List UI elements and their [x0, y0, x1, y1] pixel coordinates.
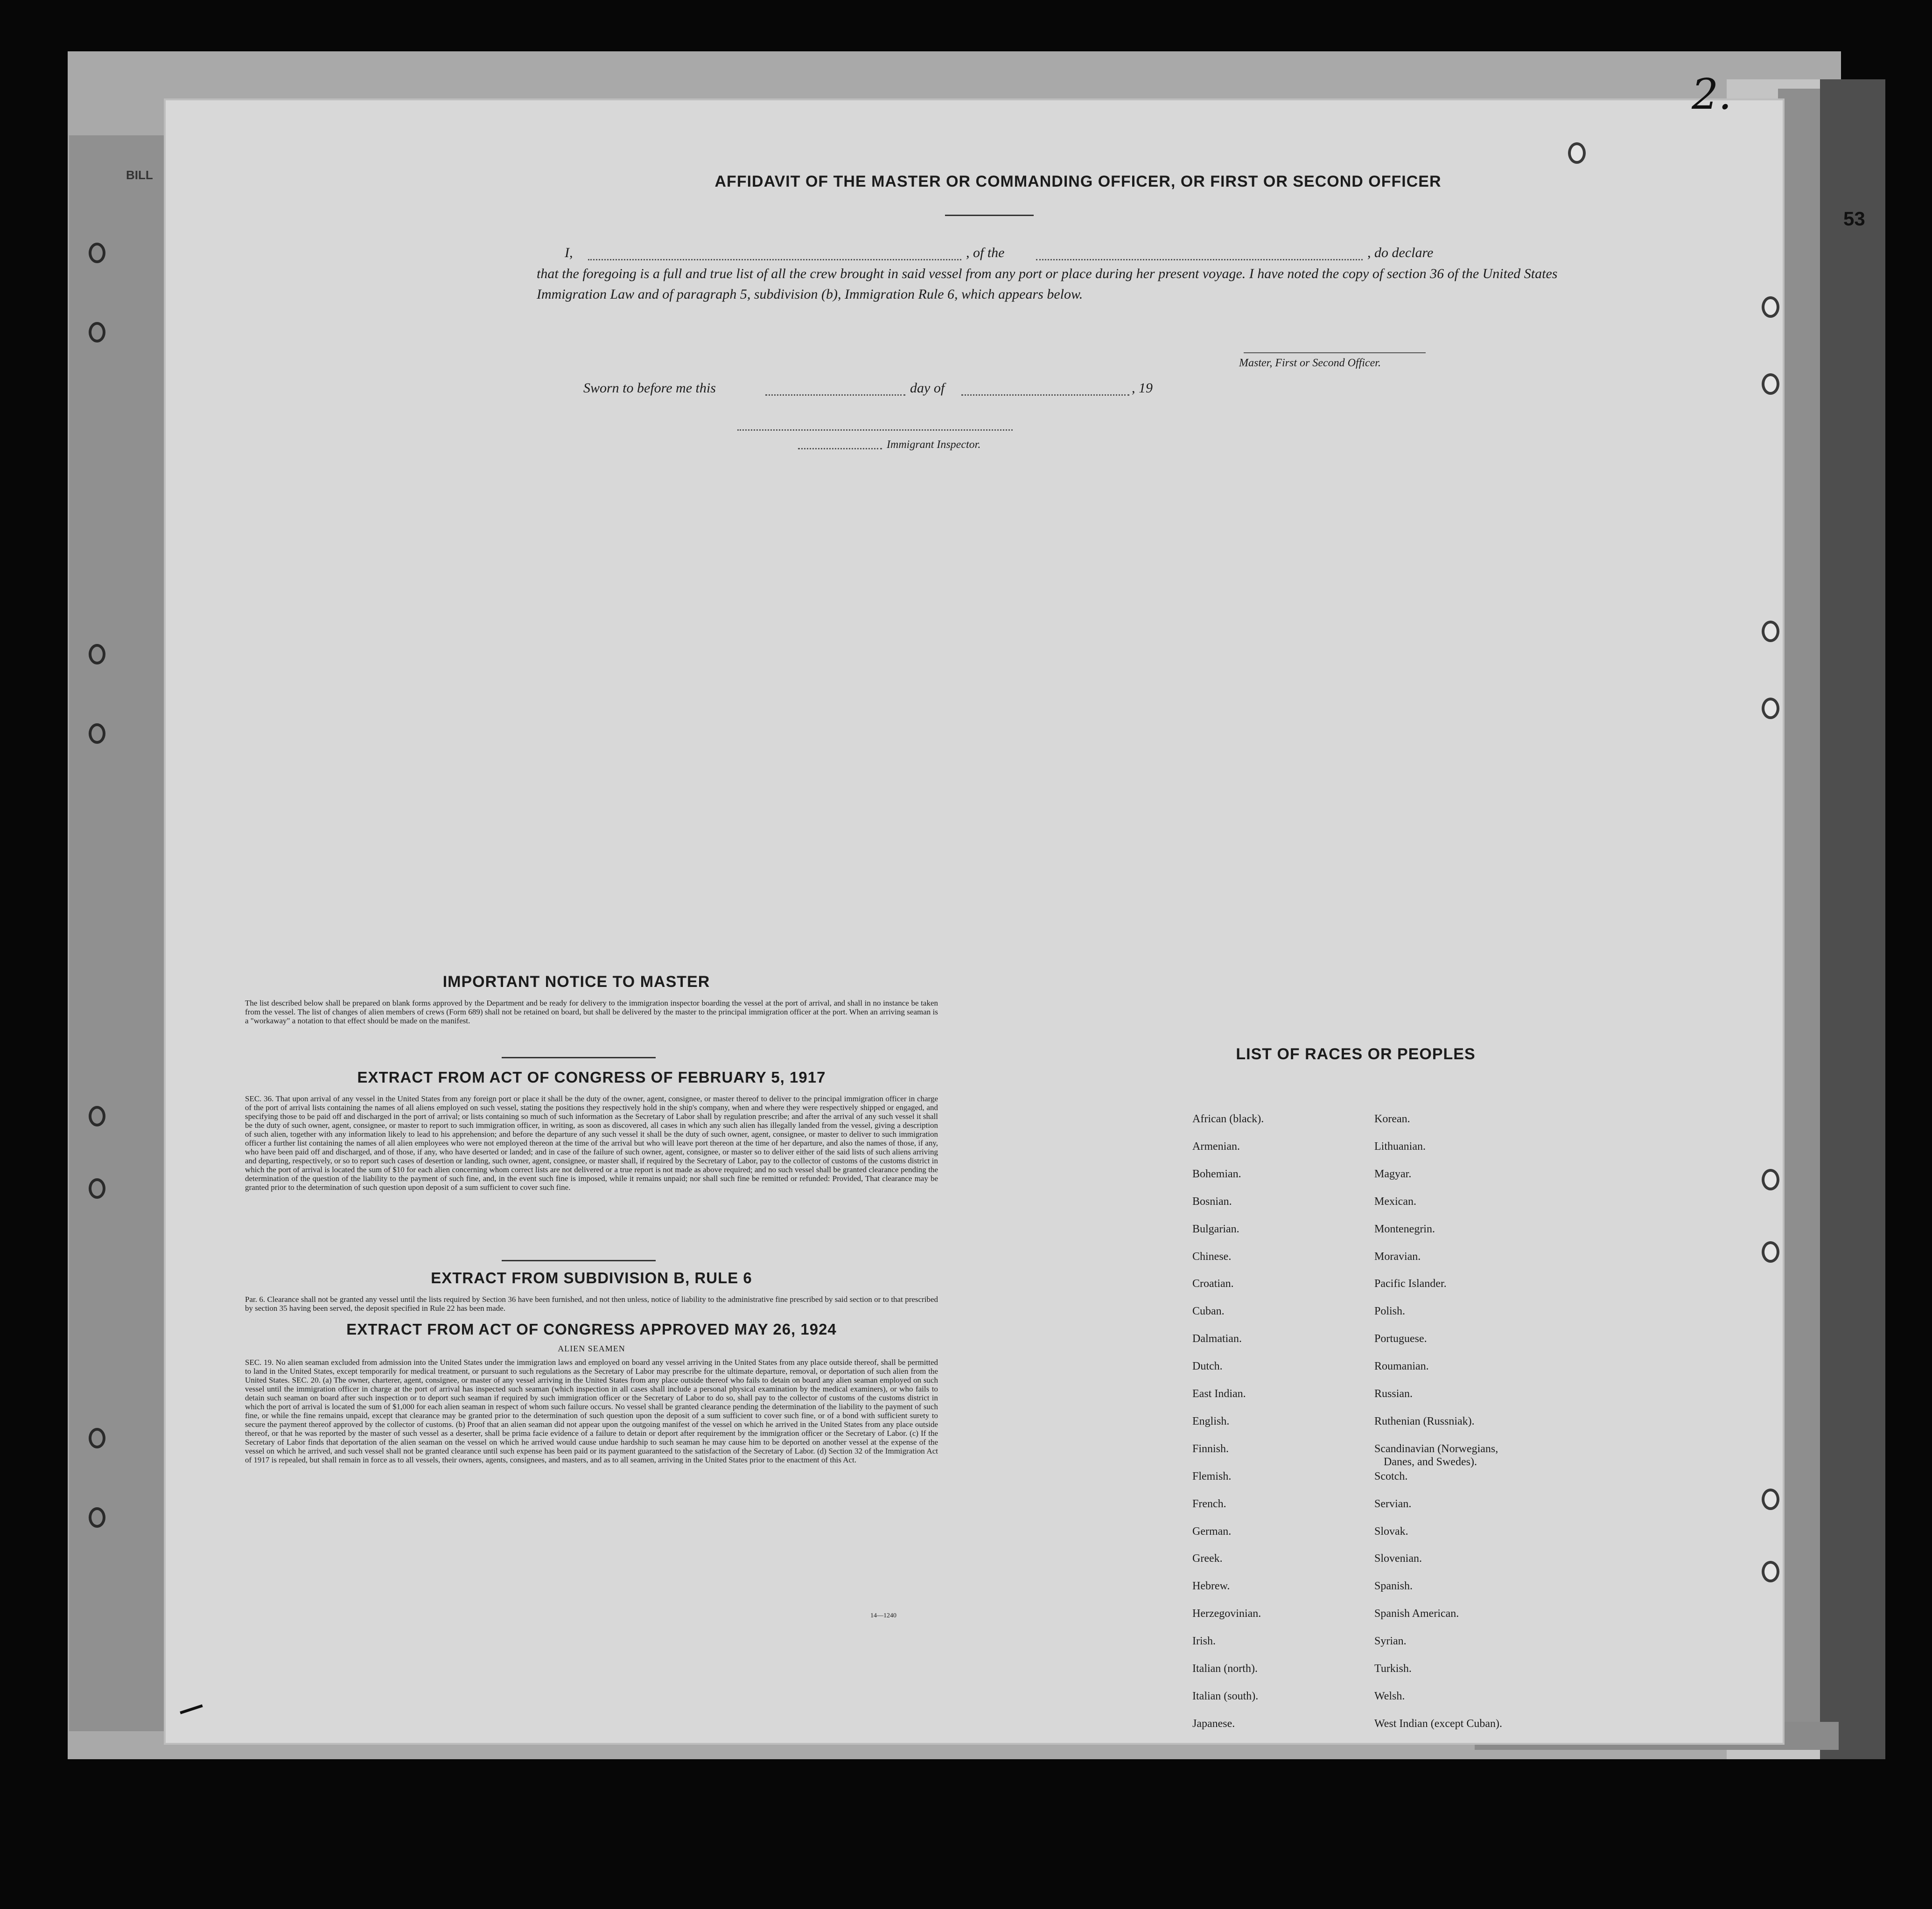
- race-item: West Indian (except Cuban).: [1374, 1717, 1502, 1730]
- extract-1924-title: EXTRACT FROM ACT OF CONGRESS APPROVED MAY 26, 1924: [346, 1321, 837, 1338]
- race-item: Slovak.: [1374, 1525, 1408, 1538]
- notice-text: The list described below shall be prepared on blank forms approved by the Department and be ready for delivery to the immigration inspector boarding the vessel at the port of arrival, and shall in no instance be taken from the vessel. The list of changes of alien members of crews (Form 689) shall not be retained on board, but shall be delivered by the master to the principal immigration officer at the port. When an arriving seaman is a "workaway" a notation to that effect should be made on the manifest.: [245, 999, 938, 1025]
- punch-hole: [89, 723, 105, 744]
- race-item: Hebrew.: [1192, 1580, 1230, 1593]
- race-item: Portuguese.: [1374, 1333, 1427, 1345]
- race-item: Spanish American.: [1374, 1608, 1459, 1620]
- sworn-label: Sworn to before me this: [583, 380, 716, 396]
- inspector-label: Immigrant Inspector.: [887, 439, 981, 451]
- vessel-name-field[interactable]: [1036, 259, 1363, 260]
- races-title: LIST OF RACES OR PEOPLES: [1236, 1045, 1476, 1063]
- right-edge-number: 53: [1843, 208, 1865, 230]
- race-item: Croatian.: [1192, 1278, 1234, 1290]
- race-item: Finnish.: [1192, 1442, 1229, 1455]
- race-item: Pacific Islander.: [1374, 1278, 1447, 1290]
- declarant-name-field[interactable]: [588, 259, 961, 260]
- inspector-signature-line[interactable]: [737, 429, 1013, 431]
- race-item: Bulgarian.: [1192, 1223, 1239, 1235]
- race-item: Welsh.: [1374, 1690, 1405, 1702]
- race-item: German.: [1192, 1525, 1232, 1538]
- race-item: Scotch.: [1374, 1470, 1408, 1482]
- punch-hole: [1762, 373, 1779, 395]
- punch-hole: [1762, 698, 1779, 719]
- punch-hole: [89, 243, 105, 263]
- race-item: Bosnian.: [1192, 1195, 1232, 1208]
- punch-hole: [89, 1106, 105, 1126]
- race-item: Montenegrin.: [1374, 1223, 1435, 1235]
- punch-hole: [1568, 142, 1586, 164]
- race-item: Irish.: [1192, 1635, 1216, 1648]
- punch-hole: [89, 1178, 105, 1199]
- punch-hole: [89, 1428, 105, 1448]
- pen-mark: [180, 1704, 203, 1714]
- race-item: Armenian.: [1192, 1140, 1240, 1153]
- punch-hole: [1762, 1169, 1779, 1190]
- extract-rule6-title: EXTRACT FROM SUBDIVISION B, RULE 6: [431, 1269, 752, 1287]
- extract-1924-text: SEC. 19. No alien seaman excluded from admission into the United States under the immigration laws and employed on board any vessel arriving in the United States from any place outside thereof, shall be permitted to land in the United States, except temporarily for medical treatment, or pursuant to such regulations as the Secretary of Labor may prescribe for the ultimate departure, removal, or deportation of such alien from the United States. SEC. 20. (a) The owner, charterer, agent, consignee, or master of any vessel arriving in the United States from any place outside thereof who fails to detain on board any alien seaman employed on such vessel until the immigration officer in charge at the port of arrival has inspected such seaman (which inspection in all cases shall include a personal physical examination by the medical examiners), or who fails to detain such seaman on board after such inspection or to deport such seaman if required by such immigration officer or the Secretary of Labor to do so, shall pay to the collector of customs of the customs district in which the port of arrival is located the sum of $1,000 for each alien seaman in respect of whom such failure occurs. No vessel shall be granted clearance pending the determination of the liability to the payment of such fine, or while the fine remains unpaid, except that clearance may be granted prior to the determination of such question upon the deposit of a sum sufficient to cover such fine, or of a bond with sufficient surety to secure the payment thereof approved by the collector of customs. (b) Proof that an alien seaman did not appear upon the outgoing manifest of the vessel on which he arrived in the United States from any place outside thereof, or that he was reported by the master of such vessel as a deserter, shall be prima facie evidence of a failure to detain or deport after requirement by the immigration officer or the Secretary of Labor. (c) If the Secretary of Labor finds that deportation of the alien seaman on the vessel on which he arrived would cause undue hardship to such seaman he may cause him to be deported on another vessel at the expense of the vessel on which he arrived, and such vessel shall not be granted clearance until such expense has been paid or its payment guaranteed to the satisfaction of the Secretary of Labor. (d) Section 32 of the Immigration Act of 1917 is repealed, but shall remain in force as to all vessels, their owners, agents, consignees, and masters, and as to all seamen, arriving in the United States prior to the enactment of this Act.: [245, 1358, 938, 1464]
- race-item: Servian.: [1374, 1497, 1412, 1510]
- punch-hole: [1762, 1241, 1779, 1263]
- extract-1917-text: SEC. 36. That upon arrival of any vessel in the United States from any foreign port or place it shall be the duty of the owner, agent, consignee, or master thereof to deliver to the principal immigration officer in charge of the port of arrival lists containing the names of all aliens employed on such vessel, stating the positions they respectively hold in the ship's company, when and where they were respectively shipped or engaged, and specifying those to be paid off and discharged in the port of arrival; or lists containing so much of such information as the Secretary of Labor shall by regulation prescribe; and after the arrival of any such vessel it shall be the duty of such owner, agent, consignee, or master to report to such immigration officer, in writing, as soon as discovered, all cases in which any such alien has illegally landed from the vessel, giving a description of such alien, together with any information likely to lead to his apprehension; and before the departure of any such vessel it shall be the duty of such owner, agent, consignee, or master to deliver to such immigration officer a further list containing the names of all alien employees who were not employed thereon at the time of the arrival but who will leave port thereon at the time of her departure, and also the names of those, if any, who have been paid off and discharged, and of those, if any, who have deserted or landed; and in case of the failure of such owner, agent, consignee, or master so to deliver either of the said lists of such aliens arriving and departing, respectively, or so to report such cases of desertion or landing, such owner, agent, consignee, or master shall, if required by the Secretary of Labor, pay to the collector of customs of the customs district in which the port of arrival is located the sum of $10 for each alien concerning whom correct lists are not delivered or a true report is not made as above required; and no such vessel shall be granted clearance pending the determination of the question of the liability to the payment of such fine, and, in the event such fine is imposed, while it remains unpaid; nor shall such fine be remitted or refunded: Provided, That clearance may be granted prior to the determination of such question upon deposit of a sum sufficient to cover such fine.: [245, 1094, 938, 1192]
- punch-hole: [1762, 621, 1779, 642]
- manifest-back-page: [166, 70, 1783, 1743]
- declarant-label: I,: [565, 245, 573, 260]
- section-divider: [502, 1057, 656, 1058]
- race-item: Turkish.: [1374, 1663, 1412, 1675]
- extract-1924-subtitle: ALIEN SEAMEN: [558, 1344, 625, 1353]
- declare-label: , do declare: [1367, 245, 1434, 260]
- race-item: Mexican.: [1374, 1195, 1416, 1208]
- extract-rule6-text: Par. 6. Clearance shall not be granted any vessel until the lists required by Section 36 have been furnished, and not then unless, notice of liability to the administrative fine prescribed by said section or to that prescribed by section 35 having been served, the deposit specified in Rule 22 has been made.: [245, 1295, 938, 1313]
- race-item: Syrian.: [1374, 1635, 1407, 1648]
- race-item: Herzegovinian.: [1192, 1608, 1261, 1620]
- title-divider: [945, 215, 1034, 216]
- race-item: Roumanian.: [1374, 1360, 1429, 1373]
- race-item: English.: [1192, 1415, 1230, 1427]
- form-number: 14—1240: [870, 1612, 896, 1619]
- race-item: Dalmatian.: [1192, 1333, 1242, 1345]
- punch-hole: [1762, 1561, 1779, 1582]
- race-item: Scandinavian (Norwegians,: [1374, 1442, 1498, 1455]
- race-item: Greek.: [1192, 1552, 1223, 1565]
- handwritten-page-number: 2.: [1692, 70, 1732, 119]
- race-item: Slovenian.: [1374, 1552, 1422, 1565]
- master-signature-line[interactable]: [1244, 352, 1426, 353]
- day-of-label: day of: [910, 380, 945, 396]
- race-item: East Indian.: [1192, 1388, 1246, 1400]
- race-item: Dutch.: [1192, 1360, 1223, 1373]
- inspector-signature-line-2[interactable]: [798, 448, 882, 449]
- race-item: Polish.: [1374, 1305, 1406, 1318]
- punch-hole: [89, 1507, 105, 1528]
- declaration-statement: that the foregoing is a full and true list of all the crew brought in said vessel from any port or place during her present voyage. I have noted the copy of section 36 of the United States Immigration Law and of paragraph 5, subdivision (b), Immigration Rule 6, which appears below.: [537, 266, 1558, 302]
- race-item: Lithuanian.: [1374, 1140, 1426, 1153]
- affidavit-title: AFFIDAVIT OF THE MASTER OR COMMANDING OFFICER, OR FIRST OR SECOND OFFICER: [714, 173, 1442, 190]
- master-label: Master, First or Second Officer.: [1239, 357, 1381, 369]
- race-item: Cuban.: [1192, 1305, 1225, 1318]
- race-item: Magyar.: [1374, 1168, 1412, 1180]
- race-item: Spanish.: [1374, 1580, 1413, 1593]
- year-label: , 19: [1132, 380, 1153, 396]
- race-item: Ruthenian (Russniak).: [1374, 1415, 1475, 1427]
- extract-1917-title: EXTRACT FROM ACT OF CONGRESS OF FEBRUARY 5, 1917: [357, 1069, 826, 1086]
- left-tab-text: BILL: [126, 168, 153, 182]
- punch-hole: [89, 322, 105, 343]
- right-underlying-sheet-3: [1820, 79, 1885, 1759]
- race-item: Korean.: [1374, 1113, 1410, 1125]
- notice-title: IMPORTANT NOTICE TO MASTER: [442, 973, 710, 991]
- race-item: French.: [1192, 1497, 1226, 1510]
- section-divider: [502, 1260, 656, 1261]
- race-item: Bohemian.: [1192, 1168, 1241, 1180]
- race-item: Italian (south).: [1192, 1690, 1259, 1702]
- race-item: Chinese.: [1192, 1250, 1232, 1263]
- race-item: Moravian.: [1374, 1250, 1421, 1263]
- race-item: African (black).: [1192, 1113, 1264, 1125]
- punch-hole: [1762, 296, 1779, 318]
- race-item: Italian (north).: [1192, 1663, 1258, 1675]
- race-item: Russian.: [1374, 1388, 1413, 1400]
- race-item: Flemish.: [1192, 1470, 1232, 1482]
- vessel-label: , of the: [966, 245, 1005, 260]
- race-item: Japanese.: [1192, 1717, 1235, 1730]
- race-item: Danes, and Swedes).: [1384, 1455, 1477, 1468]
- punch-hole: [89, 644, 105, 664]
- punch-hole: [1762, 1489, 1779, 1510]
- sworn-month-field[interactable]: [961, 394, 1129, 396]
- sworn-day-field[interactable]: [765, 394, 905, 396]
